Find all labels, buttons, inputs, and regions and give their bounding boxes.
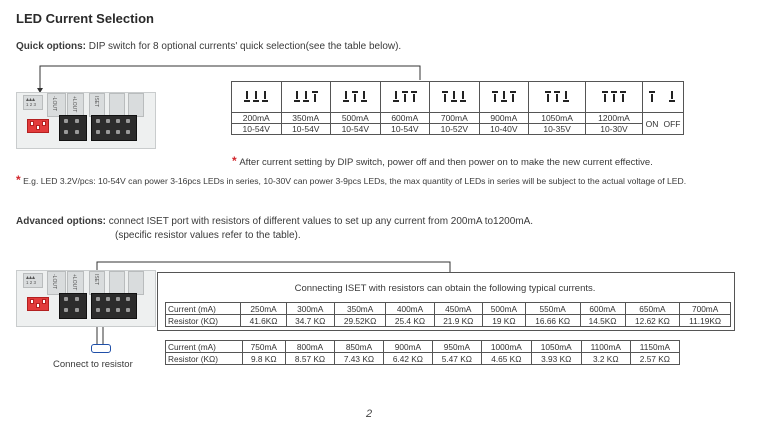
dip-pattern-cell [586,82,643,113]
dip-on-label: ON [643,113,662,135]
resistor-cell: 8.57 KΩ [286,353,335,365]
terminal-block-right [91,293,137,319]
resistor-cell: 3.2 KΩ [581,353,630,365]
dip-voltage-row [232,124,684,135]
resistor-icon [91,344,111,353]
dip-off-icon [669,91,675,102]
page-title: LED Current Selection [16,11,154,26]
dip-pattern-cell [529,82,586,113]
note-star-icon: * [16,173,21,187]
resistor-cell: 6.42 KΩ [383,353,432,365]
dip-down-icon [460,91,466,102]
dip-voltage-cell: 10-52V [430,124,480,135]
current-cell: 450mA [434,303,482,315]
dip-up-icon [602,91,608,102]
dip-up-icon [352,91,358,102]
driver-device-top [16,92,156,149]
dip-voltage-cell: 10-54V [232,124,282,135]
current-row-label: Current (mA) [166,303,241,315]
dip-current-cell: 1200mA [586,113,643,124]
note-dip-restart [232,154,653,168]
dip-up-icon [510,91,516,102]
driver-device-bottom [16,270,156,327]
dip-pattern-icon [442,91,466,102]
current-cell: 400mA [386,303,434,315]
quick-options-label: Quick options: [16,41,86,52]
dip-current-cell: 600mA [380,113,430,124]
dip-down-icon [501,91,507,102]
label-lout-plus: +LOUT [71,96,77,113]
dip-pattern-cell [232,82,282,113]
label-iset: ISET [93,274,99,286]
label-iset: ISET [93,96,99,108]
dip-down-icon [669,91,675,102]
dip-up-icon [649,91,655,102]
dip-voltage-cell: 10-54V [281,124,331,135]
resistor-cell: 5.47 KΩ [432,353,481,365]
advanced-options-subtext: (specific resistor values refer to the table). [115,230,301,241]
note-led-example [16,173,686,187]
dip-up-icon [442,91,448,102]
dip-up-icon [492,91,498,102]
dip-voltage-cell: 10-35V [529,124,586,135]
dip-current-cell: 350mA [281,113,331,124]
dip-down-icon [563,91,569,102]
current-cell: 300mA [286,303,334,315]
dip-up-icon [402,91,408,102]
connect-to-resistor-label: Connect to resistor [53,359,133,370]
current-cell: 1150mA [630,341,679,353]
label-lout-minus: -LOUT [51,274,57,289]
terminal-block-left [59,115,87,141]
dip-pattern-cell [430,82,480,113]
dip-switch-red[interactable] [27,297,49,311]
current-cell: 950mA [432,341,481,353]
current-cell: 600mA [580,303,625,315]
dip-pattern-icon [545,91,569,102]
resistor-cell: 19 KΩ [482,315,525,327]
pin-icons: ▴▴▴ [26,97,36,103]
resistor-table-title: Connecting ISET with resistors can obtain the following typical currents. [294,283,596,294]
current-cell: 850mA [334,341,383,353]
resistor-cell: 16.66 KΩ [525,315,580,327]
advanced-options-line [16,216,533,227]
current-cell: 500mA [482,303,525,315]
dip-current-cell: 1050mA [529,113,586,124]
dip-down-icon [294,91,300,102]
note-dip-restart-text: After current setting by DIP switch, power off and then power on to make the new current effective. [239,157,653,168]
resistor-cell: 4.65 KΩ [481,353,531,365]
resistor-cell: 7.43 KΩ [334,353,383,365]
pin-label-box [23,95,43,110]
dip-pattern-icon [294,91,318,102]
resistor-table-2-resistor-row [166,353,680,365]
dip-voltage-cell: 10-40V [479,124,529,135]
resistor-cell: 21.9 KΩ [434,315,482,327]
resistor-table-1-resistor-row [166,315,731,327]
dip-up-icon [620,91,626,102]
resistor-table-1-current-row [166,303,731,315]
advanced-options-text: connect ISET port with resistors of different values to set up any current from 200mA to1200mA. [106,216,534,227]
resistor-table-1 [165,302,731,327]
dip-up-icon [312,91,318,102]
resistor-cell: 2.57 KΩ [630,353,679,365]
dip-voltage-cell: 10-54V [331,124,381,135]
dip-pattern-cell [281,82,331,113]
pin-icons: ▴▴▴ [26,275,36,281]
dip-pattern-cell [331,82,381,113]
current-cell: 700mA [680,303,731,315]
current-cell: 550mA [525,303,580,315]
dip-pattern-cell [479,82,529,113]
resistor-cell: 9.8 KΩ [242,353,286,365]
resistor-cell: 12.62 KΩ [625,315,680,327]
dip-down-icon [361,91,367,102]
resistor-cell: 14.5KΩ [580,315,625,327]
resistor-cell: 11.19KΩ [680,315,731,327]
resistor-table-2-current-row [166,341,680,353]
note-led-example-text: E.g. LED 3.2V/pcs: 10-54V can power 3-16pcs LEDs in series, 10-30V can power 3-9pcs LEDs, the max quantity of LEDs in series will be subject to the actual voltage of LED. [23,176,687,186]
dip-pattern-icon [393,91,417,102]
note-star-icon: * [232,154,237,168]
dip-up-icon [545,91,551,102]
resistor-cell: 34.7 KΩ [286,315,334,327]
dip-current-cell: 700mA [430,113,480,124]
dip-symbol-row [232,82,684,113]
current-cell: 250mA [241,303,286,315]
resistor-row-label: Resistor (KΩ) [166,315,241,327]
dip-current-row [232,113,684,124]
current-cell: 800mA [286,341,335,353]
terminal-block-right [91,115,137,141]
dip-switch-table [231,81,684,135]
dip-down-icon [343,91,349,102]
dip-down-icon [262,91,268,102]
dip-down-icon [451,91,457,102]
dip-voltage-cell: 10-54V [380,124,430,135]
dip-off-symbol-cell [661,82,684,113]
dip-current-cell: 500mA [331,113,381,124]
dip-current-cell: 200mA [232,113,282,124]
pin-numbers: 1 2 3 [26,280,37,285]
dip-up-icon [611,91,617,102]
resistor-cell: 3.93 KΩ [531,353,581,365]
dip-pattern-icon [343,91,367,102]
resistor-cell: 41.6KΩ [241,315,286,327]
dip-up-icon [554,91,560,102]
dip-switch-red[interactable] [27,119,49,133]
current-cell: 350mA [334,303,385,315]
terminal-block-left [59,293,87,319]
dip-down-icon [393,91,399,102]
dip-down-icon [244,91,250,102]
dip-on-symbol-cell [643,82,662,113]
dip-pattern-icon [602,91,626,102]
current-cell: 1100mA [581,341,630,353]
dip-pattern-icon [244,91,268,102]
current-row-label: Current (mA) [166,341,243,353]
dip-pattern-icon [492,91,516,102]
advanced-options-label: Advanced options: [16,216,107,227]
dip-current-cell: 900mA [479,113,529,124]
pin-numbers: 1 2 3 [26,102,37,107]
current-cell: 900mA [383,341,432,353]
current-cell: 750mA [242,341,286,353]
resistor-row-label: Resistor (KΩ) [166,353,243,365]
dip-voltage-cell: 10-30V [586,124,643,135]
dip-on-icon [649,91,655,102]
label-lout-minus: -LOUT [51,96,57,111]
dip-up-icon [411,91,417,102]
dip-down-icon [253,91,259,102]
page-number: 2 [366,408,373,420]
current-cell: 1050mA [531,341,581,353]
resistor-cell: 29.52KΩ [334,315,385,327]
dip-down-icon [303,91,309,102]
current-cell: 1000mA [481,341,531,353]
label-lout-plus: +LOUT [71,274,77,291]
dip-pattern-cell [380,82,430,113]
dip-off-label: OFF [661,113,684,135]
quick-options-text: DIP switch for 8 optional currents' quick selection(see the table below). [86,41,402,52]
current-cell: 650mA [625,303,680,315]
resistor-table-2 [165,340,680,365]
resistor-cell: 25.4 KΩ [386,315,434,327]
